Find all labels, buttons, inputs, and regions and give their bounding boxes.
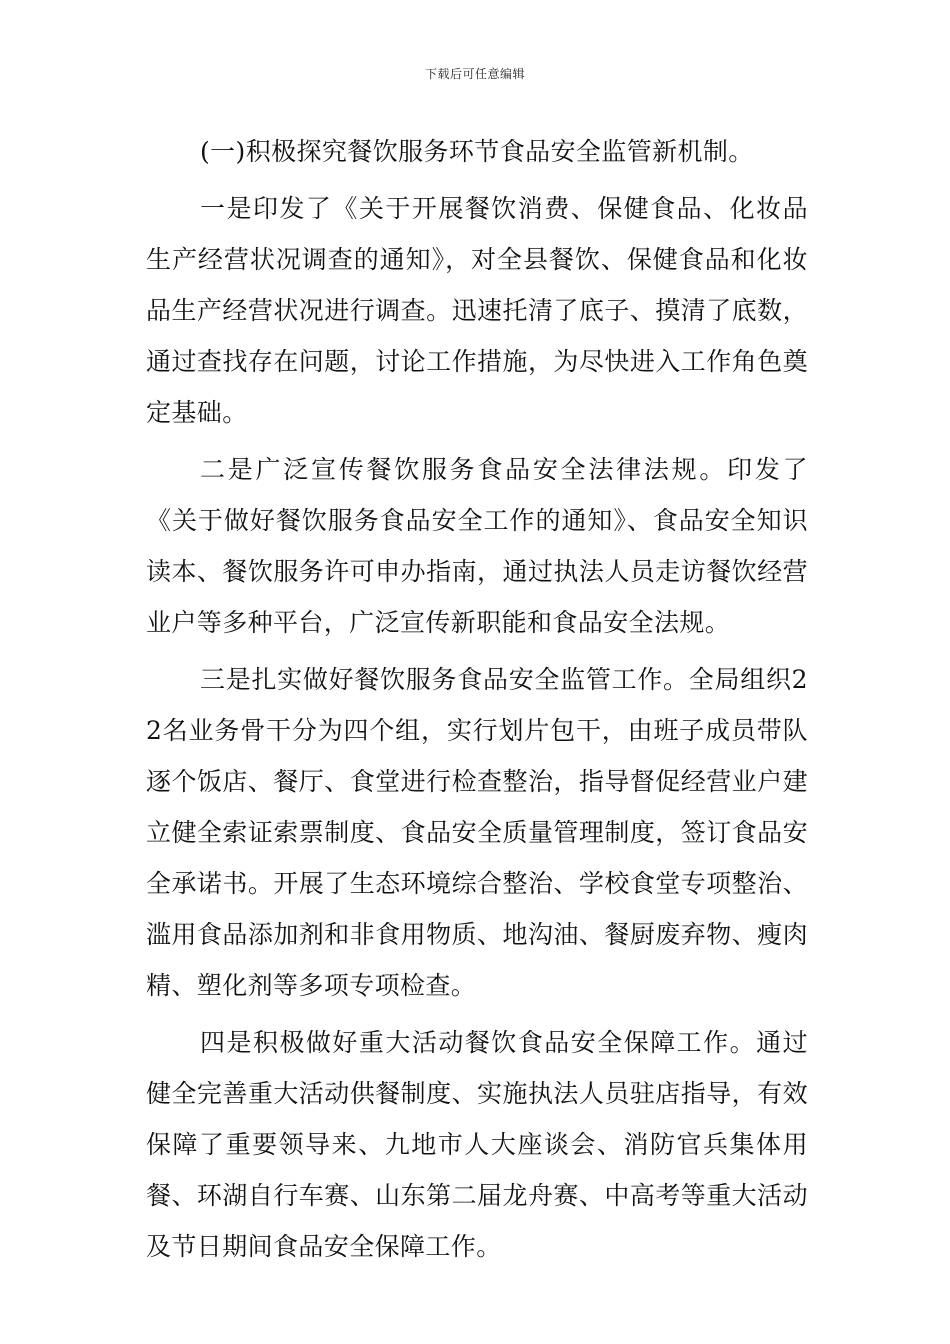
paragraph-one: 一是印发了《关于开展餐饮消费、保健食品、化妆品生产经营状况调查的通知》，对全县餐饮、保健食品和化妆品生产经营状况进行调查。迅速托清了底子、摸清了底数，通过查找存在问题，讨论工作措施，为尽快进入工作角色奠定基础。 <box>146 194 808 427</box>
header-note: 下载后可任意编辑 <box>424 67 525 81</box>
paragraph-three: 三是扎实做好餐饮服务食品安全监管工作。全局组织22名业务骨干分为四个组，实行划片包干，由班子成员带队逐个饭店、餐厅、食堂进行检查整治，指导督促经营业户建立健全索证索票制度、食品安全质量管理制度，签订食品安全承诺书。开展了生态环境综合整治、学校食堂专项整治、滥用食品添加剂和非食用物质、地沟油、餐厨废弃物、瘦肉精、塑化剂等多项专项检查。 <box>146 665 808 1000</box>
section-heading: (一)积极探究餐饮服务环节食品安全监管新机制。 <box>200 137 754 166</box>
document-body <box>146 126 808 1272</box>
paragraph-four: 四是积极做好重大活动餐饮食品安全保障工作。通过健全完善重大活动供餐制度、实施执法人员驻店指导，有效保障了重要领导来、九地市人大座谈会、消防官兵集体用餐、环湖自行车赛、山东第二届龙舟赛、中高考等重大活动及节日期间食品安全保障工作。 <box>146 1028 808 1261</box>
paragraph-two: 二是广泛宣传餐饮服务食品安全法律法规。印发了《关于做好餐饮服务食品安全工作的通知》、食品安全知识读本、餐饮服务许可申办指南，通过执法人员走访餐饮经营业户等多种平台，广泛宣传新职能和食品安全法规。 <box>146 455 808 637</box>
